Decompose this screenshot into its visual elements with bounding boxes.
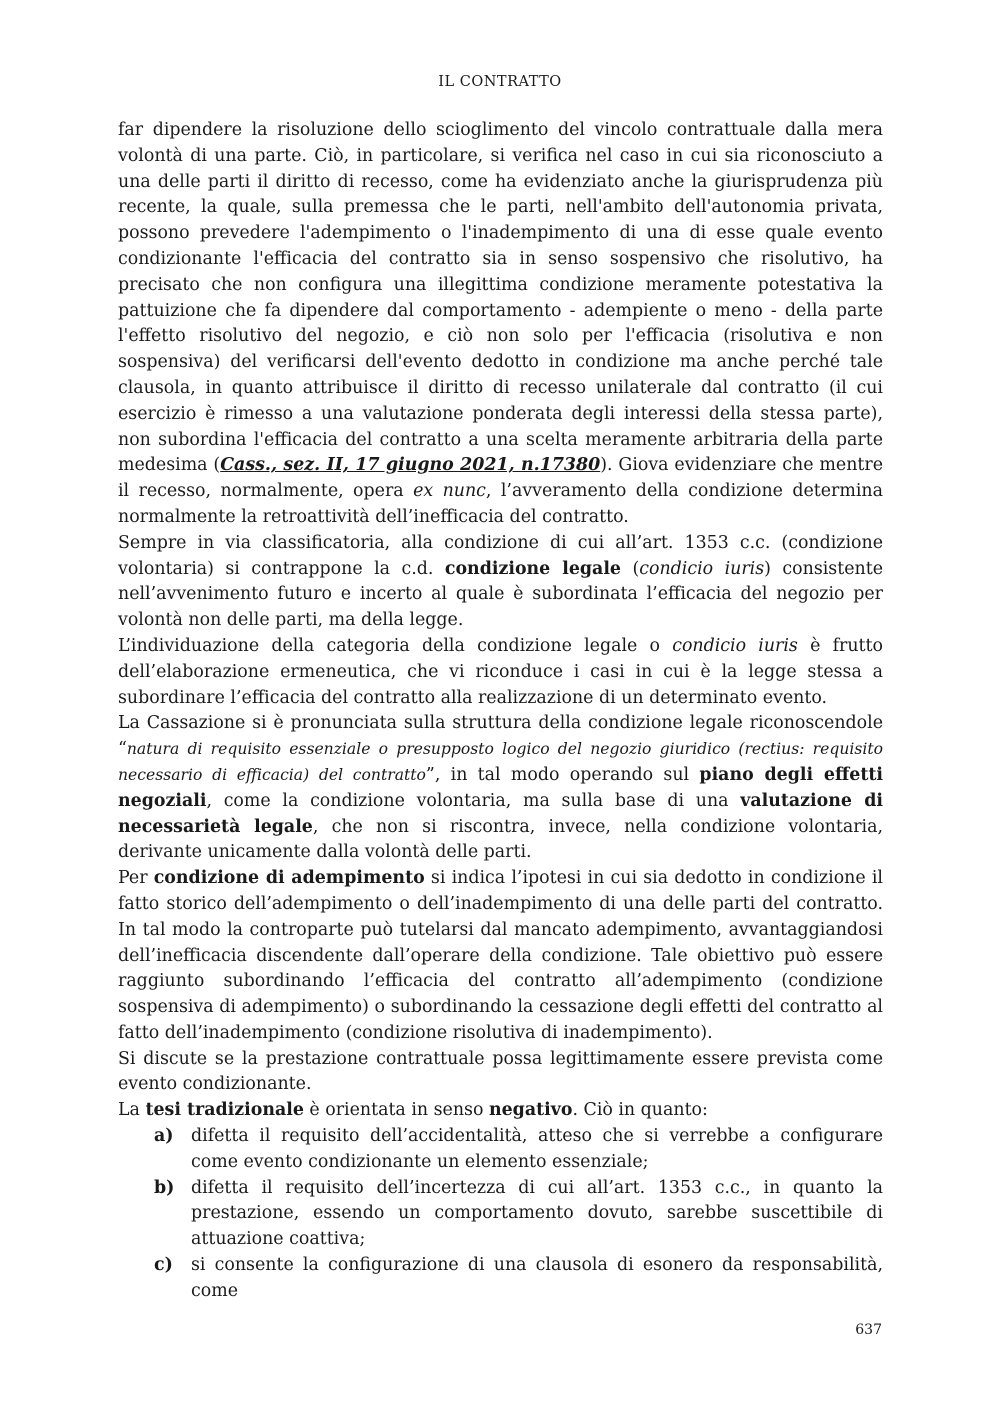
list-item: a) difetta il requisito dell’accidentalità, atteso che si verrebbe a configurare come evento condizionante un elemento essenziale; (154, 1126, 883, 1172)
paragraph-prestazione: Si discute se la prestazione contrattuale possa legittimamente essere prevista come evento condizionante. (118, 1048, 883, 1095)
key-term: negativo (488, 1100, 573, 1121)
case-citation-link[interactable]: Cass., sez. II, 17 giugno 2021, n.17380 (220, 455, 601, 476)
key-term: condizione legale (444, 558, 622, 579)
latin-term: condicio iuris (639, 558, 765, 579)
paragraph-recesso: far dipendere la risoluzione dello scioglimento del vincolo contrattuale dalla mera volontà di una parte. Ciò, in particolare, si verifica nel caso in cui sia riconosciuto a una delle parti il diritto di recesso, come ha evidenziato anche la giurisprudenza più recente, la quale, sulla premessa che le parti, nell'ambito dell'autonomia privata, possono prevedere l'adempimento o l'inadempimento di una di esse quale evento condizionante l'efficacia del contratto sia in senso sospensivo che risolutivo, ha precisato che non configura una illegittima condizione meramente potestativa la pattuizione che fa dipendere dal comportamento - adempiente o meno - della parte l'effetto risolutivo del negozio, e ciò non solo per l'efficacia (risolutiva e non sospensiva) del verificarsi dell'evento dedotto in condizione ma anche perché tale clausola, in quanto attribuisce il diritto di recesso unilaterale dal contratto (il cui esercizio è rimesso a una valutazione ponderata degli interessi della stessa parte), non subordina l'efficacia del contratto a una scelta meramente arbitraria della parte medesima (Cass., sez. II, 17 giugno 2021, n.17380). Giova evidenziare che mentre il recesso, normalmente, opera ex nunc, l’avveramento della condizione determina normalmente la retroattività dell’inefficacia del contratto. (118, 120, 883, 527)
page-number: 637 (855, 1322, 882, 1338)
list-marker: a) (154, 1126, 174, 1147)
paragraph-adempimento: Per condizione di adempimento si indica l’ipotesi in cui sia dedotto in condizione il fatto storico dell’adempimento o dell’inadempimento di una delle parti del contratto. In tal modo la controparte può tutelarsi dal mancato adempimento, avvantaggiandosi dell’inefficacia discendente dall’operare della condizione. Tale obiettivo può essere raggiunto subordinando l’efficacia del contratto all’adempimento (condizione sospensiva di adempimento) o subordinando la cessazione degli effetti del contratto al fatto dell’inadempimento (condizione risolutiva di inadempimento). (118, 868, 883, 1043)
key-term: piano degli effetti negoziali (118, 764, 883, 811)
reasons-list (118, 1124, 883, 1305)
latin-term: condicio iuris (672, 635, 798, 656)
list-marker: c) (154, 1255, 173, 1276)
key-term: tesi tradizionale (145, 1100, 304, 1121)
quoted-passage: natura di requisito essenziale o presupposto logico del negozio giuridico (rectius: requisito necessario di efficacia) del contratto (118, 740, 883, 784)
paragraph-condizione-legale: Sempre in via classificatoria, alla condizione di cui all’art. 1353 c.c. (condizione volontaria) si contrappone la c.d. condizione legale (condicio iuris) consistente nell’avvenimento futuro e incerto al quale è subordinata l’efficacia del negozio per volontà non delle parti, ma della legge. (118, 532, 883, 631)
paragraph-tesi-tradizionale: La tesi tradizionale è orientata in senso negativo. Ciò in quanto: (118, 1100, 708, 1121)
latin-term: ex nunc (413, 481, 486, 502)
key-term: condizione di adempimento (153, 868, 425, 889)
paragraph-cassazione: La Cassazione si è pronunciata sulla struttura della condizione legale riconoscendole “natura di requisito essenziale o presupposto logico del negozio giuridico (rectius: requisito necessario di efficacia) del contratto”, in tal modo operando sul piano degli effetti negoziali, come la condizione volontaria, ma sulla base di una valutazione di necessarietà legale, che non si riscontra, invece, nella condizione volontaria, derivante unicamente dalla volontà delle parti. (118, 713, 883, 863)
list-item: b) difetta il requisito dell’incertezza di cui all’art. 1353 c.c., in quanto la prestazione, essendo un comportamento dovuto, sarebbe suscettibile di attuazione coattiva; (154, 1177, 883, 1250)
list-marker: b) (154, 1177, 175, 1198)
list-item: c) si consente la configurazione di una clausola di esonero da responsabilità, come (154, 1255, 883, 1301)
paragraph-individuazione: L’individuazione della categoria della condizione legale o condicio iuris è frutto dell’elaborazione ermeneutica, che vi riconduce i casi in cui è la legge stessa a subordinare l’efficacia del contratto alla realizzazione di un determinato evento. (118, 635, 884, 708)
running-header: IL CONTRATTO (438, 74, 562, 90)
key-term: valutazione di necessarietà legale (118, 790, 883, 837)
body-text (118, 118, 883, 1305)
